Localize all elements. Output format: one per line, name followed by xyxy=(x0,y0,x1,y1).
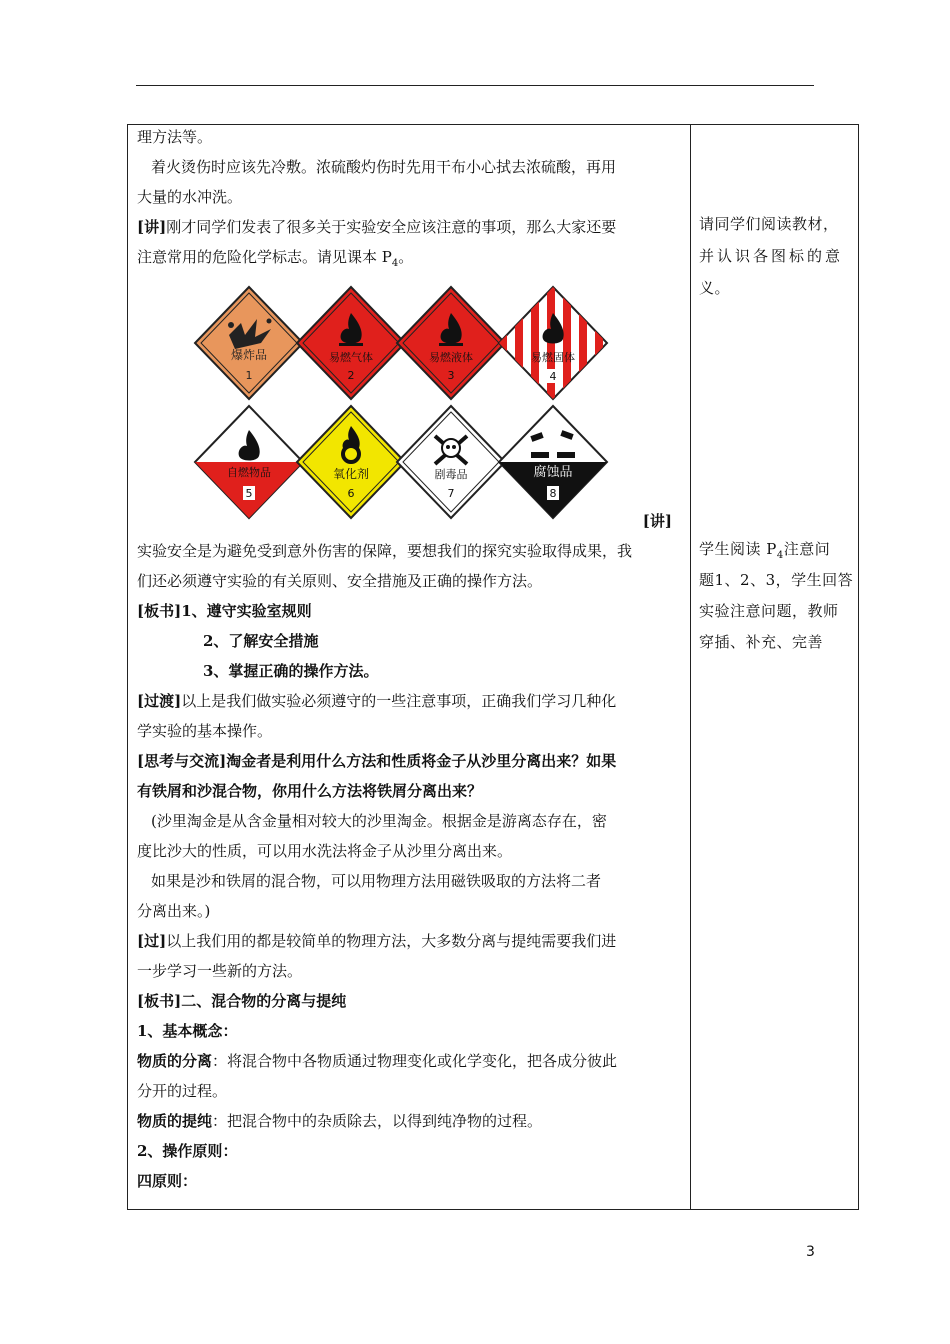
text-line: 四原则： xyxy=(137,1172,198,1190)
text-line: 如果是沙和铁屑的混合物，可以用物理方法用磁铁吸取的方法将二者 xyxy=(151,872,602,890)
text-line: [板书]二、混合物的分离与提纯 xyxy=(137,992,347,1010)
hazard-sign-8 xyxy=(499,406,607,518)
text-line: 有铁屑和沙混合物，你用什么方法将铁屑分离出来？ xyxy=(137,782,483,800)
tag-label: [讲] xyxy=(137,218,167,236)
sign-number: 1 xyxy=(245,369,253,382)
text-line: (沙里淘金是从含金量相对较大的沙里淘金。根据金是游离态存在，密 xyxy=(151,812,607,830)
text-line: 一步学习一些新的方法。 xyxy=(137,962,303,980)
sign-label: 自燃物品 xyxy=(227,466,271,479)
sign-number: 5 xyxy=(245,487,253,500)
text-span: 。 xyxy=(398,248,414,266)
header-rule xyxy=(136,85,814,86)
sign-label: 剧毒品 xyxy=(434,468,468,481)
tag-label: [过渡] xyxy=(137,692,182,710)
text-line: 理方法等。 xyxy=(137,128,213,146)
subscript: 4 xyxy=(391,258,399,269)
sign-number: 3 xyxy=(447,369,455,382)
sign-number: 7 xyxy=(447,487,455,500)
hazard-sign-6 xyxy=(297,406,405,518)
side-text-line: 实验注意问题，教师 xyxy=(699,602,839,620)
text-line xyxy=(137,242,682,279)
sign-number: 6 xyxy=(347,487,355,500)
side-text-line: 穿插、补充、完善 xyxy=(699,633,824,651)
sign-number: 8 xyxy=(549,487,557,500)
side-text-line: 义。 xyxy=(699,279,731,297)
text-span: 注意问 xyxy=(783,540,831,558)
lesson-table xyxy=(127,124,859,1210)
sign-label: 爆炸品 xyxy=(230,348,268,362)
text-span: 刚才同学们发表了很多关于实验安全应该注意的事项，那么大家还要 xyxy=(166,218,617,236)
text-span: 以上是我们做实验必须遵守的一些注意事项，正确我们学习几种化 xyxy=(181,692,617,710)
side-text-line: 题1、2、3，学生回答 xyxy=(699,571,854,589)
text-span: 学生阅读 P xyxy=(699,540,777,558)
term-label: 物质的分离 xyxy=(137,1052,213,1070)
text-line: 着火烫伤时应该先冷敷。浓硫酸灼伤时先用干布小心拭去浓硫酸，再用 xyxy=(151,158,617,176)
sign-label: 腐蚀品 xyxy=(533,465,573,480)
text-line: 实验安全是为避免受到意外伤害的保障，要想我们的探究实验取得成果，我 xyxy=(137,542,633,560)
sign-number: 2 xyxy=(347,369,355,382)
side-text-line: 请同学们阅读教材， xyxy=(699,215,839,233)
text-line: 1、基本概念： xyxy=(137,1022,238,1040)
text-line xyxy=(137,686,682,716)
text-line: 2、了解安全措施 xyxy=(203,632,319,650)
hazard-sign-5 xyxy=(195,406,303,518)
text-line: 分开的过程。 xyxy=(137,1082,228,1100)
page-number: 3 xyxy=(806,1244,815,1260)
tag-label: [讲] xyxy=(642,512,672,530)
text-span: ：将混合物中各物质通过物理变化或化学变化，把各成分彼此 xyxy=(212,1052,618,1070)
sign-label: 氧化剂 xyxy=(332,467,370,481)
hazard-sign-4 xyxy=(499,287,607,399)
hazard-sign-2 xyxy=(297,287,405,399)
text-line xyxy=(137,926,682,956)
text-line xyxy=(137,1106,682,1136)
subscript: 4 xyxy=(776,550,784,561)
text-line xyxy=(137,1046,682,1076)
text-line: 们还必须遵守实验的有关原则、安全措施及正确的操作方法。 xyxy=(137,572,543,590)
hazard-sign-7 xyxy=(397,406,505,518)
term-label: 物质的提纯 xyxy=(137,1112,213,1130)
tag-label: [过] xyxy=(137,932,167,950)
text-line: 分离出来。) xyxy=(137,902,211,920)
text-span: 注意常用的危险化学标志。请见课本 P xyxy=(137,248,392,266)
text-line: 学实验的基本操作。 xyxy=(137,722,273,740)
sign-label: 易燃固体 xyxy=(531,351,575,364)
text-span: 以上我们用的都是较简单的物理方法，大多数分离与提纯需要我们进 xyxy=(166,932,617,950)
hazard-sign-3 xyxy=(397,287,505,399)
sign-label: 易燃液体 xyxy=(429,351,473,364)
text-line: [思考与交流]淘金者是利用什么方法和性质将金子从沙里分离出来？如果 xyxy=(137,752,617,770)
sign-number: 4 xyxy=(549,370,557,383)
side-text-line: 并认识各图标的意 xyxy=(699,247,844,265)
hazard-signs-figure xyxy=(193,285,629,525)
text-line: [板书]1、遵守实验室规则 xyxy=(137,602,312,620)
text-span: ：把混合物中的杂质除去，以得到纯净物的过程。 xyxy=(212,1112,543,1130)
text-line: 度比沙大的性质，可以用水洗法将金子从沙里分离出来。 xyxy=(137,842,513,860)
text-line xyxy=(137,212,682,242)
sign-label: 易燃气体 xyxy=(329,351,373,364)
text-line: 2、操作原则： xyxy=(137,1142,238,1160)
text-line: 3、掌握正确的操作方法。 xyxy=(203,662,379,680)
hazard-sign-1 xyxy=(195,287,303,399)
text-line: 大量的水冲洗。 xyxy=(137,188,243,206)
